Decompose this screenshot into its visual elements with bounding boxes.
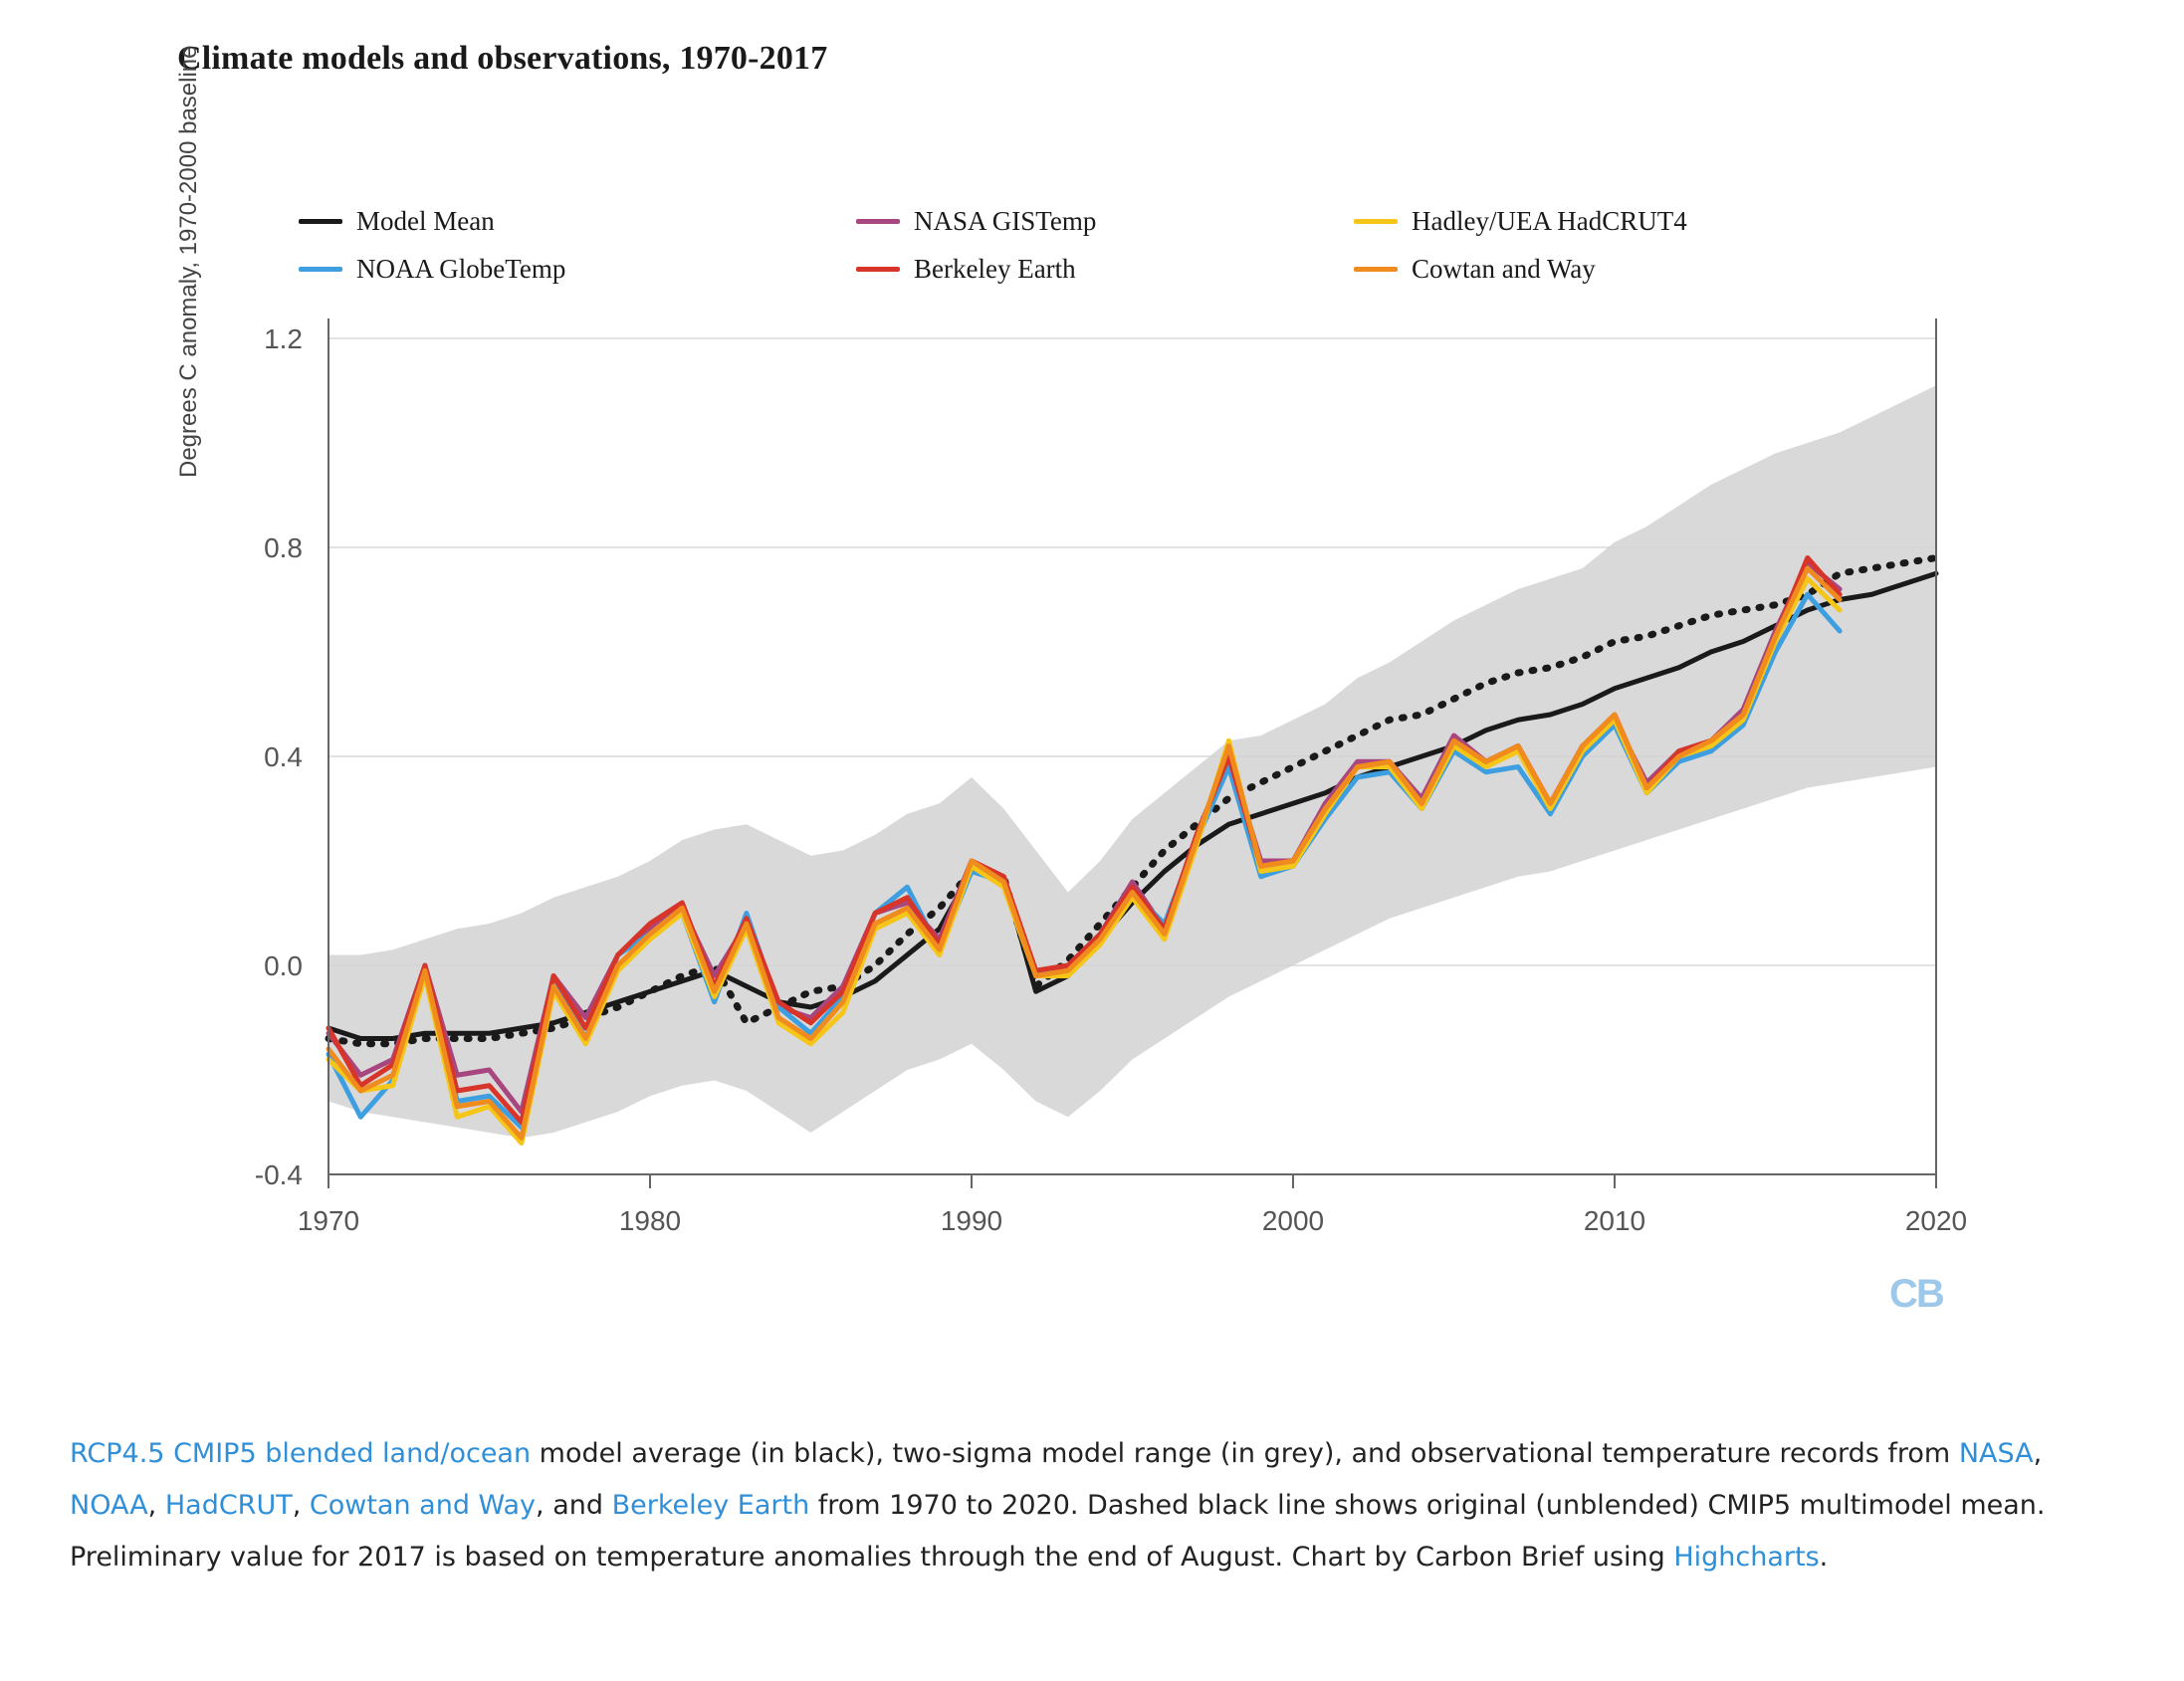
plot-area: [0, 299, 2184, 1254]
svg-text:2000: 2000: [1261, 1205, 1325, 1236]
svg-text:2010: 2010: [1583, 1205, 1646, 1236]
caption-sep-1: ,: [2033, 1438, 2043, 1469]
legend-label-nasa-gistemp: NASA GISTemp: [914, 205, 1097, 236]
caption-text-1: model average (in black), two-sigma model range (in grey), and observational temperature records from: [531, 1438, 1959, 1469]
svg-text:1.2: 1.2: [264, 323, 303, 354]
legend-swatch-model-mean: [299, 219, 342, 224]
svg-text:1990: 1990: [940, 1205, 1003, 1236]
chart-svg: [0, 299, 2184, 1254]
legend-label-noaa-globetemp: NOAA GlobeTemp: [356, 253, 566, 284]
legend-swatch-cowtan-and-way: [1354, 267, 1398, 272]
svg-text:1970: 1970: [297, 1205, 360, 1236]
svg-text:1980: 1980: [618, 1205, 682, 1236]
svg-text:0.8: 0.8: [264, 532, 303, 563]
svg-text:0.0: 0.0: [264, 950, 303, 981]
legend-item-cowtan-and-way: [1354, 254, 1792, 285]
carbon-brief-logo: CB: [1889, 1272, 1943, 1316]
caption-link-highcharts[interactable]: Highcharts: [1673, 1542, 1820, 1573]
chart-legend: [299, 197, 1792, 293]
caption-link-hadcrut[interactable]: HadCRUT: [164, 1490, 293, 1521]
caption-text-2: from 1970 to 2020. Dashed black line shows original (unblended) CMIP5 multimodel mean. Preliminary value for 2017 is based on temperature anomalies through the end of August. Chart by Carbon Brief using: [70, 1490, 2046, 1573]
svg-text:2020: 2020: [1904, 1205, 1968, 1236]
legend-swatch-nasa-gistemp: [856, 219, 900, 224]
legend-item-nasa-gistemp: [856, 206, 1354, 237]
caption-sep-4: , and: [536, 1490, 612, 1521]
legend-label-hadcrut4: Hadley/UEA HadCRUT4: [1412, 205, 1687, 236]
caption-link-nasa[interactable]: NASA: [1958, 1438, 2034, 1469]
legend-item-hadcrut4: [1354, 206, 1792, 237]
caption-sep-3: ,: [292, 1490, 310, 1521]
svg-text:0.4: 0.4: [264, 741, 303, 772]
caption-text-3: .: [1819, 1542, 1829, 1573]
svg-text:-0.4: -0.4: [254, 1159, 303, 1190]
legend-label-model-mean: Model Mean: [356, 205, 495, 236]
legend-item-berkeley-earth: [856, 254, 1354, 285]
y-axis-title: Degrees C anomaly, 1970-2000 baseline: [175, 45, 202, 478]
caption-link-berkeley-earth[interactable]: Berkeley Earth: [611, 1490, 810, 1521]
page-title: Climate models and observations, 1970-2017: [177, 40, 828, 77]
legend-label-berkeley-earth: Berkeley Earth: [914, 253, 1076, 284]
caption-link-cowtan-and-way[interactable]: Cowtan and Way: [309, 1490, 537, 1521]
legend-swatch-hadcrut4: [1354, 219, 1398, 224]
caption-link-noaa[interactable]: NOAA: [70, 1490, 148, 1521]
legend-item-model-mean: [299, 206, 856, 237]
caption-link-rcp45[interactable]: RCP4.5 CMIP5 blended land/ocean: [70, 1438, 532, 1469]
legend-swatch-berkeley-earth: [856, 267, 900, 272]
legend-item-noaa-globetemp: [299, 254, 856, 285]
legend-swatch-noaa-globetemp: [299, 267, 342, 272]
chart-caption: [70, 1428, 2071, 1583]
legend-label-cowtan-and-way: Cowtan and Way: [1412, 253, 1596, 284]
caption-sep-2: ,: [147, 1490, 165, 1521]
